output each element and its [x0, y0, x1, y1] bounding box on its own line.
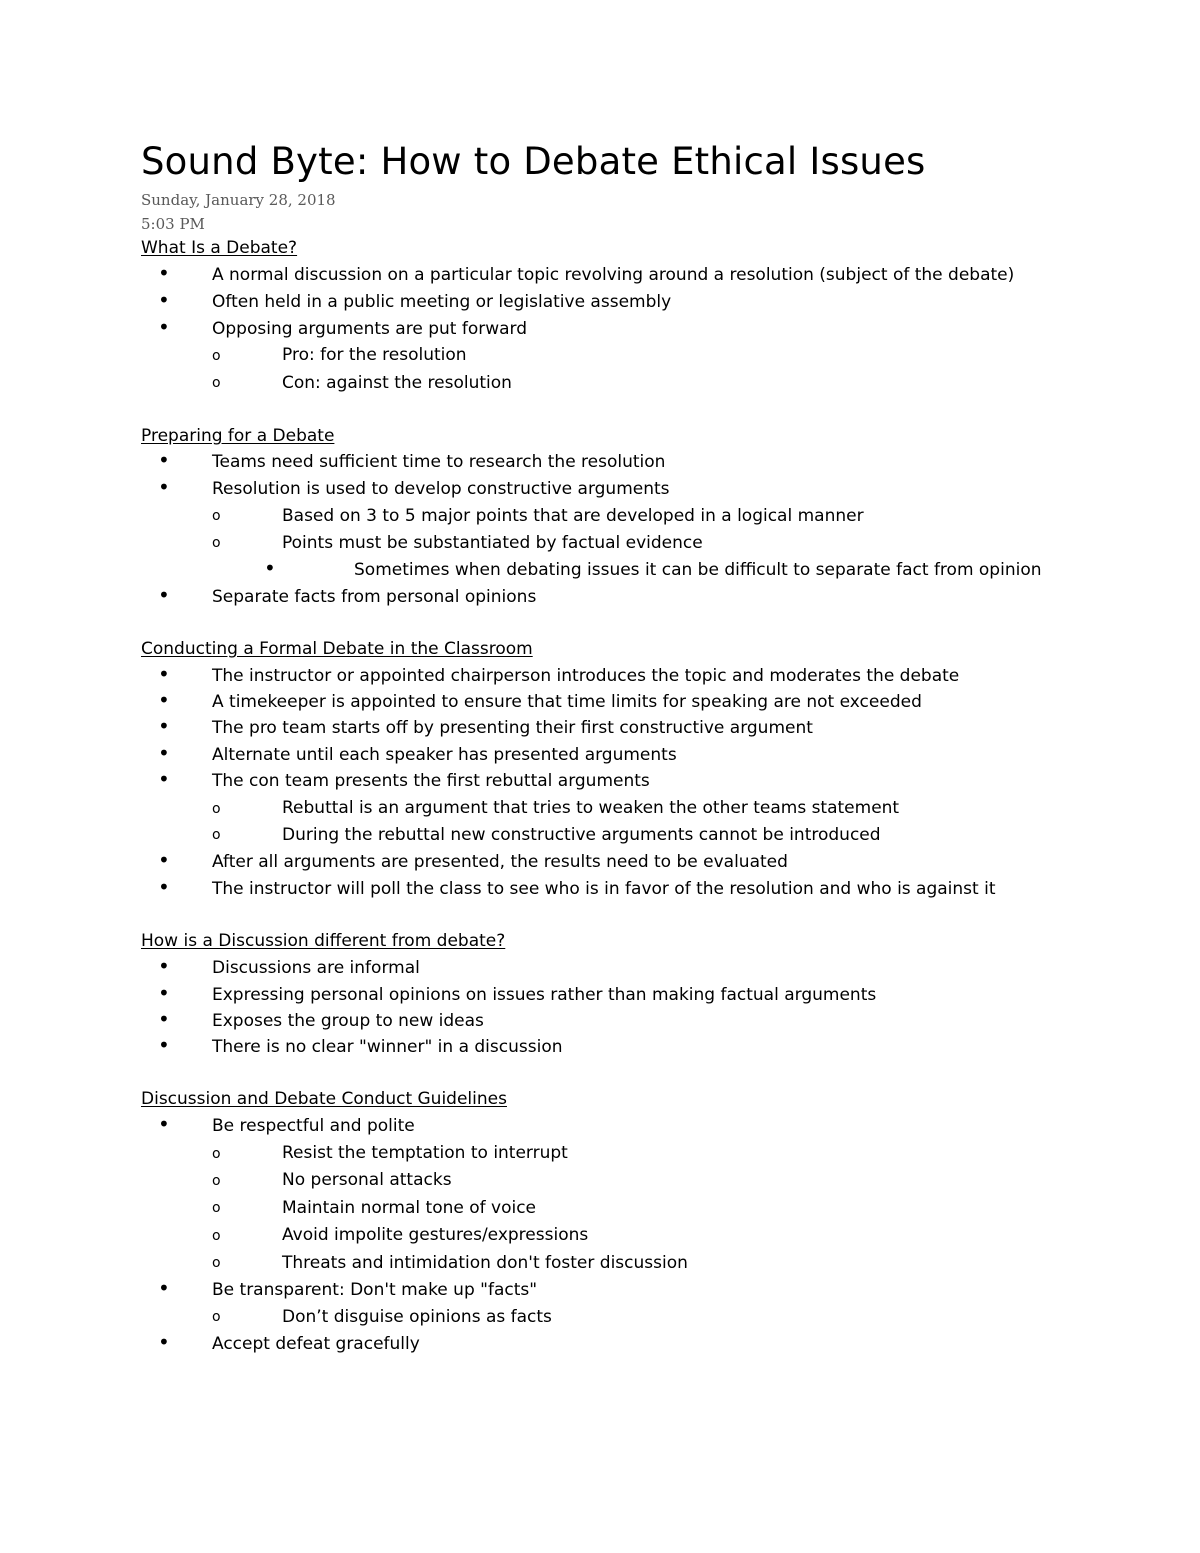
note-date: Sunday, January 28, 2018 [141, 191, 336, 209]
list-item: Be respectful and polite [212, 1116, 415, 1136]
page-title: Sound Byte: How to Debate Ethical Issues [141, 140, 926, 183]
bullet-icon: • [158, 767, 170, 791]
list-item: Separate facts from personal opinions [212, 587, 537, 607]
circle-bullet-icon: o [212, 827, 221, 843]
bullet-icon: • [158, 688, 170, 712]
bullet-icon: • [158, 261, 170, 285]
list-item: Accept defeat gracefully [212, 1334, 420, 1354]
bullet-icon: • [158, 848, 170, 872]
list-item: Expressing personal opinions on issues rather than making factual arguments [212, 985, 877, 1005]
list-item: Discussions are informal [212, 958, 420, 978]
bullet-icon: • [158, 954, 170, 978]
bullet-icon: • [158, 448, 170, 472]
circle-bullet-icon: o [212, 1146, 221, 1162]
list-item: Teams need sufficient time to research the resolution [212, 452, 666, 472]
note-time: 5:03 PM [141, 215, 205, 233]
list-item: The con team presents the first rebuttal arguments [212, 771, 650, 791]
bullet-icon: • [264, 556, 276, 580]
list-item: Resolution is used to develop constructive arguments [212, 479, 670, 499]
list-item: Points must be substantiated by factual evidence [282, 533, 703, 553]
circle-bullet-icon: o [212, 1173, 221, 1189]
list-item: There is no clear "winner" in a discussion [212, 1037, 563, 1057]
bullet-icon: • [158, 315, 170, 339]
bullet-icon: • [158, 583, 170, 607]
list-item: Pro: for the resolution [282, 345, 467, 365]
bullet-icon: • [158, 714, 170, 738]
circle-bullet-icon: o [212, 1309, 221, 1325]
section-heading: What Is a Debate? [141, 238, 298, 258]
bullet-icon: • [158, 1007, 170, 1031]
list-item: The instructor or appointed chairperson introduces the topic and moderates the debate [212, 666, 960, 686]
list-item: Rebuttal is an argument that tries to weaken the other teams statement [282, 798, 900, 818]
list-item: Alternate until each speaker has presented arguments [212, 745, 677, 765]
bullet-icon: • [158, 1276, 170, 1300]
circle-bullet-icon: o [212, 535, 221, 551]
bullet-icon: • [158, 981, 170, 1005]
section-heading: Preparing for a Debate [141, 426, 335, 446]
circle-bullet-icon: o [212, 1228, 221, 1244]
bullet-icon: • [158, 1330, 170, 1354]
list-item: During the rebuttal new constructive arguments cannot be introduced [282, 825, 881, 845]
bullet-icon: • [158, 875, 170, 899]
list-item: Resist the temptation to interrupt [282, 1143, 568, 1163]
circle-bullet-icon: o [212, 508, 221, 524]
list-item: The pro team starts off by presenting their first constructive argument [212, 718, 813, 738]
list-item: Opposing arguments are put forward [212, 319, 528, 339]
circle-bullet-icon: o [212, 348, 221, 364]
list-item: Con: against the resolution [282, 373, 512, 393]
bullet-icon: • [158, 1112, 170, 1136]
list-item: No personal attacks [282, 1170, 452, 1190]
list-item: Based on 3 to 5 major points that are developed in a logical manner [282, 506, 864, 526]
list-item: Don’t disguise opinions as facts [282, 1307, 552, 1327]
list-item: Avoid impolite gestures/expressions [282, 1225, 589, 1245]
bullet-icon: • [158, 741, 170, 765]
bullet-icon: • [158, 475, 170, 499]
section-heading: Conducting a Formal Debate in the Classroom [141, 639, 533, 659]
bullet-icon: • [158, 1033, 170, 1057]
list-item: After all arguments are presented, the results need to be evaluated [212, 852, 788, 872]
bullet-icon: • [158, 662, 170, 686]
section-heading: Discussion and Debate Conduct Guidelines [141, 1089, 507, 1109]
list-item: Often held in a public meeting or legislative assembly [212, 292, 672, 312]
section-heading: How is a Discussion different from debate? [141, 931, 506, 951]
circle-bullet-icon: o [212, 1255, 221, 1271]
list-item: A timekeeper is appointed to ensure that time limits for speaking are not exceeded [212, 692, 922, 712]
list-item: Exposes the group to new ideas [212, 1011, 484, 1031]
circle-bullet-icon: o [212, 801, 221, 817]
circle-bullet-icon: o [212, 375, 221, 391]
list-item: Maintain normal tone of voice [282, 1198, 537, 1218]
bullet-icon: • [158, 288, 170, 312]
circle-bullet-icon: o [212, 1200, 221, 1216]
list-item: Be transparent: Don't make up "facts" [212, 1280, 538, 1300]
list-item: Sometimes when debating issues it can be difficult to separate fact from opinion [354, 560, 1042, 580]
list-item: The instructor will poll the class to see who is in favor of the resolution and who is against it [212, 879, 996, 899]
list-item: A normal discussion on a particular topic revolving around a resolution (subject of the debate) [212, 265, 1015, 285]
list-item: Threats and intimidation don't foster discussion [282, 1253, 688, 1273]
